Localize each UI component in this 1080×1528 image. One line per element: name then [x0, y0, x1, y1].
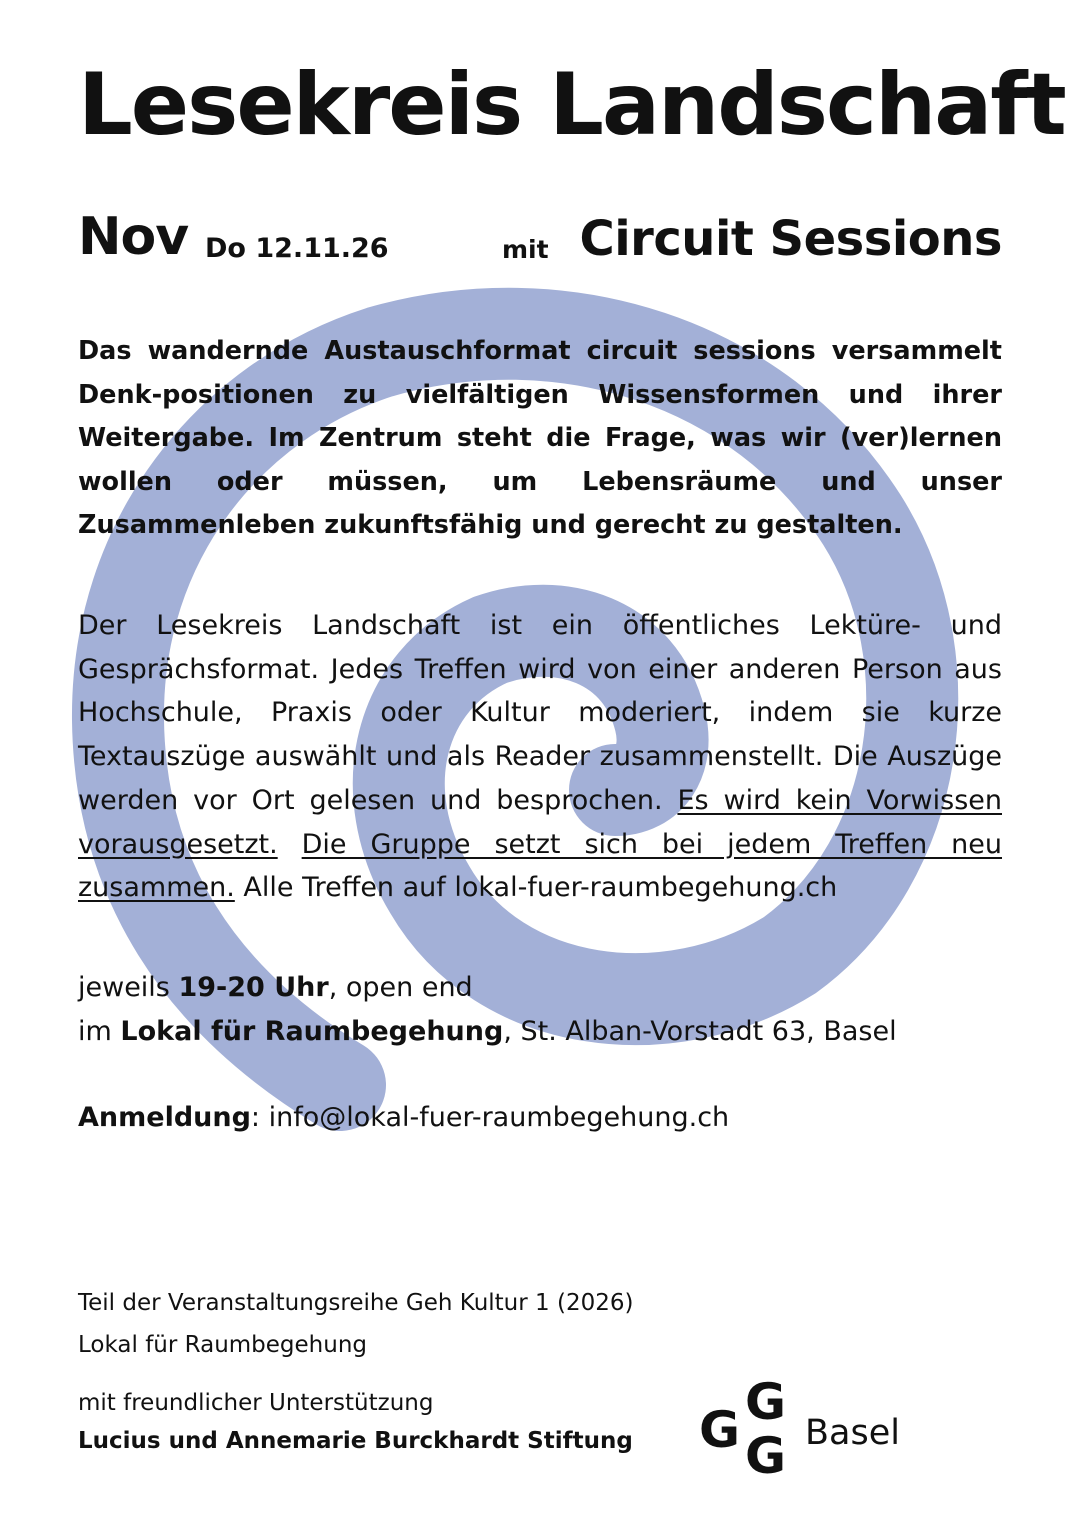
event-date: Do 12.11.26 [205, 233, 389, 264]
registration-separator: : [250, 1102, 261, 1133]
organizer-text: Lokal für Raumbegehung [78, 1332, 368, 1358]
sponsor-name: Lucius und Annemarie Burckhardt Stiftung [78, 1428, 633, 1454]
schedule-prefix: jeweils [78, 972, 170, 1003]
event-month: Nov [78, 207, 189, 267]
venue-address: , St. Alban-Vorstadt 63, Basel [503, 1015, 897, 1047]
logo-letter-left: G [699, 1401, 741, 1459]
registration-email: info@lokal-fuer-raumbegehung.ch [268, 1102, 730, 1133]
venue-prefix: im [78, 1015, 112, 1047]
support-label: mit freundlicher Unterstützung [78, 1390, 434, 1416]
description-paragraph [78, 604, 1002, 910]
footer-series [78, 1282, 633, 1366]
ggg-basel-logo [697, 1375, 902, 1485]
registration-info [78, 1096, 729, 1140]
logo-letter-top: G [745, 1373, 787, 1431]
registration-label: Anmeldung [78, 1102, 251, 1133]
intro-paragraph: Das wandernde Austauschformat circuit sessions versammelt Denk-positionen zu vielfältigen Wissensformen und ihrer Weitergabe. Im Zentrum steht die Frage, was wir (ver)lernen wollen oder müssen, um Lebensräume und unser Zusammenleben zukunftsfähig und gerecht zu gestalten. [78, 336, 1002, 541]
logo-letter-bottom: G [745, 1427, 787, 1485]
logo-city: Basel [805, 1413, 900, 1453]
event-with: mit [502, 235, 549, 264]
schedule-time: 19-20 Uhr [178, 972, 329, 1003]
footer-support [78, 1384, 633, 1460]
all-meetings-note: Alle Treffen auf lokal-fuer-raumbegehung.ch [243, 872, 838, 904]
schedule-suffix: , open end [328, 972, 473, 1003]
no-prior-knowledge-note: Es wird kein Vorwissen vorausgesetzt. [78, 784, 1002, 860]
group-note: Die Gruppe setzt sich bei jedem Treffen neu zusammen. [78, 828, 1002, 904]
venue-name: Lokal für Raumbegehung [120, 1015, 504, 1047]
event-date-line [78, 205, 1002, 275]
description-text: Der Lesekreis Landschaft ist ein öffentliches Lektüre- und Gesprächsformat. Jedes Treffen wird von einer anderen Person aus Hochschule, Praxis oder Kultur moderiert, indem sie kurze Textauszüge auswählt und als Reader zusammenstellt. Die Auszüge werden vor Ort gelesen und besprochen. [78, 610, 1002, 816]
event-guest: Circuit Sessions [579, 211, 1002, 267]
series-text: Teil der Veranstaltungsreihe Geh Kultur 1 (2026) [78, 1290, 634, 1316]
schedule-info [78, 966, 897, 1053]
poster-title: Lesekreis Landschaft [78, 55, 1065, 155]
